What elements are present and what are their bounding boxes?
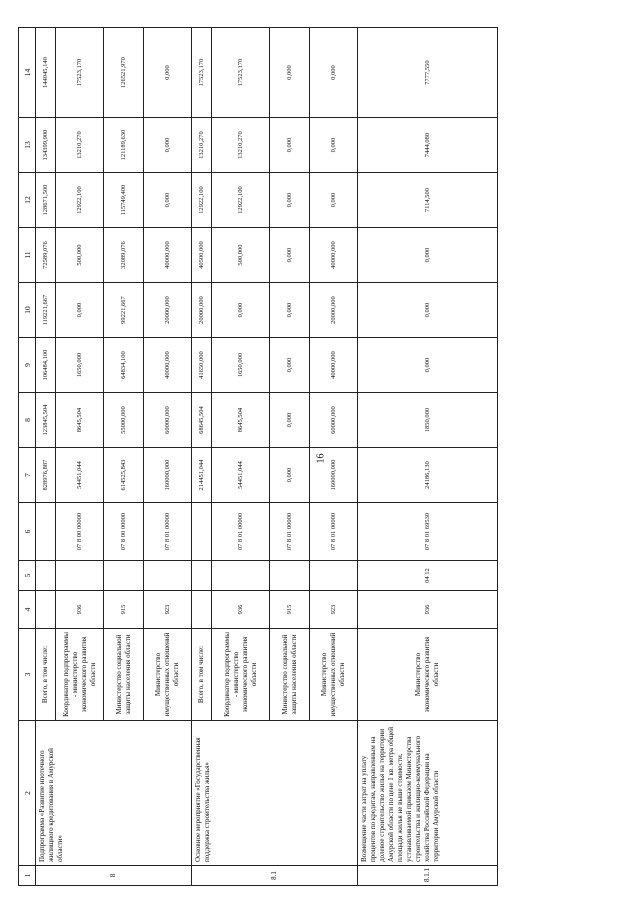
value-cell-c6: 07 8 01 00000: [310, 503, 358, 561]
program-name: Возмещение части затрат на уплату процентов по кредитам, направленным на долевое строительство жилья на территории Амурской области по цене 1 кв. метра общей площади жилья не выше стоимости, устанавливаемой приказом Министерства строительства и жилищно-коммунального хозяйства Российской Федерации на территории Амурской области: [358, 721, 498, 866]
value-cell-c8: 123845,504: [36, 393, 56, 448]
value-cell-c5: [310, 561, 358, 591]
col-header: 6: [19, 503, 36, 561]
value-cell-c6: 07 8 01 00000: [212, 503, 270, 561]
value-cell-c10: 0,000: [212, 283, 270, 338]
value-cell-c8: 0,000: [270, 393, 310, 448]
budget-table: [18, 27, 498, 886]
value-cell-c7: 24186,130: [358, 448, 498, 503]
value-cell-c7: 614525,843: [104, 448, 144, 503]
value-cell-c6: 07 8 01 00000: [270, 503, 310, 561]
program-name: Основное мероприятие «Государственная поддержка строительства жилья»: [192, 721, 358, 866]
value-cell-c10: 20000,000: [144, 283, 192, 338]
col-header: 7: [19, 448, 36, 503]
value-cell-c12: 128671,500: [36, 173, 56, 228]
value-cell-c8: 60000,000: [310, 393, 358, 448]
value-cell-c9: 0,000: [358, 338, 498, 393]
value-cell-c11: 0,000: [270, 228, 310, 283]
value-cell-c13: 0,000: [270, 118, 310, 173]
value-cell-c5: [56, 561, 104, 591]
value-cell-c5: [192, 561, 212, 591]
value-cell-c8: 55000,000: [104, 393, 144, 448]
value-cell-c14: 17523,170: [192, 28, 212, 118]
value-cell-c6: [36, 503, 56, 561]
value-cell-c7: 160000,000: [310, 448, 358, 503]
value-cell-c11: 40000,000: [310, 228, 358, 283]
value-cell-c9: 1650,000: [212, 338, 270, 393]
value-cell-c9: 41650,000: [192, 338, 212, 393]
executor: Всего, в том числе:: [192, 629, 212, 721]
value-cell-c9: 106484,100: [36, 338, 56, 393]
value-cell-c4: 915: [104, 591, 144, 629]
value-cell-c13: 7444,080: [358, 118, 498, 173]
col-header: 13: [19, 118, 36, 173]
value-cell-c5: [212, 561, 270, 591]
value-cell-c6: 07 8 00 00000: [104, 503, 144, 561]
value-cell-c7: 0,000: [270, 448, 310, 503]
value-cell-c10: 20000,000: [192, 283, 212, 338]
executor: Министерство социальной защиты населения области: [104, 629, 144, 721]
value-cell-c9: 0,000: [270, 338, 310, 393]
value-cell-c5: [270, 561, 310, 591]
value-cell-c9: 1650,000: [56, 338, 104, 393]
value-cell-c8: 8645,504: [212, 393, 270, 448]
value-cell-c11: 40000,000: [144, 228, 192, 283]
table-row: [192, 28, 212, 886]
value-cell-c6: 07 8 00 00000: [56, 503, 104, 561]
col-header: 4: [19, 591, 36, 629]
value-cell-c4: 936: [56, 591, 104, 629]
value-cell-c5: [144, 561, 192, 591]
program-name: Подпрограмма «Развитие ипотечного жилищного кредитования в Амурской области»: [36, 721, 192, 866]
value-cell-c4: 936: [358, 591, 498, 629]
col-header: 9: [19, 338, 36, 393]
value-cell-c14: 0,000: [310, 28, 358, 118]
value-cell-c4: 915: [270, 591, 310, 629]
value-cell-c13: 13210,270: [212, 118, 270, 173]
rotated-table-canvas: [18, 28, 620, 886]
value-cell-c12: 12922,100: [212, 173, 270, 228]
value-cell-c10: 119221,667: [36, 283, 56, 338]
col-header: 8: [19, 393, 36, 448]
column-number-row: [19, 28, 36, 886]
executor: Координатор подпрограммы - министерство экономического развития области: [56, 629, 104, 721]
executor: Всего, в том числе:: [36, 629, 56, 721]
value-cell-c4: [36, 591, 56, 629]
value-cell-c5: [36, 561, 56, 591]
page-number: 16: [315, 453, 327, 464]
value-cell-c4: [192, 591, 212, 629]
value-cell-c12: 0,000: [270, 173, 310, 228]
value-cell-c12: 7114,500: [358, 173, 498, 228]
col-header: 11: [19, 228, 36, 283]
value-cell-c10: 99221,667: [104, 283, 144, 338]
col-header: 10: [19, 283, 36, 338]
executor: Министерство социальной защиты населения области: [270, 629, 310, 721]
value-cell-c7: 54451,044: [212, 448, 270, 503]
value-cell-c14: 0,000: [270, 28, 310, 118]
value-cell-c7: 214451,044: [192, 448, 212, 503]
value-cell-c13: 0,000: [144, 118, 192, 173]
col-header: 1: [19, 866, 36, 886]
value-cell-c11: 40500,000: [192, 228, 212, 283]
col-header: 3: [19, 629, 36, 721]
table-row: [36, 28, 56, 886]
value-cell-c14: 7777,550: [358, 28, 498, 118]
value-cell-c7: 54451,044: [56, 448, 104, 503]
executor: Министерство имущественных отношений области: [144, 629, 192, 721]
value-cell-c4: 923: [310, 591, 358, 629]
table-row: [358, 28, 498, 886]
value-cell-c10: 0,000: [56, 283, 104, 338]
value-cell-c14: 17523,170: [56, 28, 104, 118]
value-cell-c6: 07 8 01 69530: [358, 503, 498, 561]
value-cell-c11: 32089,076: [104, 228, 144, 283]
executor: Министерство имущественных отношений области: [310, 629, 358, 721]
value-cell-c14: 126521,970: [104, 28, 144, 118]
col-header: 5: [19, 561, 36, 591]
value-cell-c9: 40000,000: [310, 338, 358, 393]
value-cell-c9: 40000,000: [144, 338, 192, 393]
value-cell-c8: 1850,000: [358, 393, 498, 448]
row-number: 8: [36, 866, 192, 886]
value-cell-c12: 0,000: [310, 173, 358, 228]
value-cell-c13: 13210,270: [56, 118, 104, 173]
col-header: 12: [19, 173, 36, 228]
value-cell-c4: 936: [212, 591, 270, 629]
col-header: 14: [19, 28, 36, 118]
col-header: 2: [19, 721, 36, 866]
value-cell-c12: 0,000: [144, 173, 192, 228]
value-cell-c12: 12922,100: [192, 173, 212, 228]
value-cell-c6: 07 8 01 00000: [144, 503, 192, 561]
value-cell-c8: 60000,000: [144, 393, 192, 448]
value-cell-c5: [104, 561, 144, 591]
value-cell-c13: 13210,270: [192, 118, 212, 173]
value-cell-c11: 500,000: [56, 228, 104, 283]
value-cell-c14: 144045,140: [36, 28, 56, 118]
value-cell-c13: 0,000: [310, 118, 358, 173]
value-cell-c6: [192, 503, 212, 561]
value-cell-c8: 8645,504: [56, 393, 104, 448]
executor: Координатор подпрограммы - министерство экономического развития области: [212, 629, 270, 721]
value-cell-c13: 134399,900: [36, 118, 56, 173]
value-cell-c11: 72589,076: [36, 228, 56, 283]
value-cell-c10: 20000,000: [310, 283, 358, 338]
value-cell-c13: 121189,630: [104, 118, 144, 173]
value-cell-c5: 04 12: [358, 561, 498, 591]
value-cell-c9: 64834,100: [104, 338, 144, 393]
row-number: 8.1.1: [358, 866, 498, 886]
executor: Министерство экономического развития области: [358, 629, 498, 721]
value-cell-c10: 0,000: [358, 283, 498, 338]
value-cell-c11: 500,000: [212, 228, 270, 283]
value-cell-c7: 160000,000: [144, 448, 192, 503]
value-cell-c14: 0,000: [144, 28, 192, 118]
row-number: 8.1: [192, 866, 358, 886]
value-cell-c14: 17523,170: [212, 28, 270, 118]
value-cell-c8: 68645,504: [192, 393, 212, 448]
value-cell-c10: 0,000: [270, 283, 310, 338]
value-cell-c11: 0,000: [358, 228, 498, 283]
value-cell-c7: 828976,887: [36, 448, 56, 503]
value-cell-c12: 115749,400: [104, 173, 144, 228]
value-cell-c4: 923: [144, 591, 192, 629]
value-cell-c12: 12922,100: [56, 173, 104, 228]
